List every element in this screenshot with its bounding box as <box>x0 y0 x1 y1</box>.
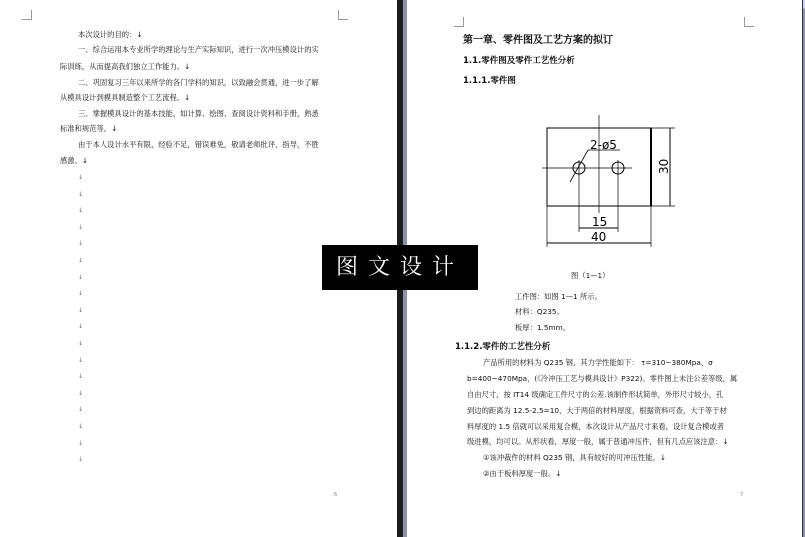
text-line: 到边的距离为 12.5-2.5=10，大于两倍的材料厚度，根据资料可查，大于等于材 <box>467 406 727 415</box>
paragraph-mark: ↓ <box>78 439 84 447</box>
text-line: 本次设计的目的：↓ <box>78 30 143 39</box>
paragraph-mark: ↓ <box>78 389 84 397</box>
paragraph-mark: ↓ <box>78 273 84 281</box>
subsection-heading: 1.1.1.零件图 <box>463 76 516 86</box>
text-line: 标准和规范等。↓ <box>60 124 118 133</box>
dim-hole-spacing: 15 <box>592 215 608 229</box>
paragraph-mark: ↓ <box>78 323 84 331</box>
dim-height: 30 <box>657 158 671 174</box>
page-number: 6 <box>334 492 338 498</box>
text-line: 际训练，从而提高我们独立工作能力。↓ <box>60 62 191 71</box>
paragraph-mark: ↓ <box>78 174 84 181</box>
paragraph-mark: ↓ <box>78 290 84 298</box>
paragraph-mark: ↓ <box>78 306 84 314</box>
paragraph-mark: ↓ <box>78 223 84 231</box>
paragraph-mark: ↓ <box>78 423 84 430</box>
paragraph-mark: ↓ <box>78 257 84 264</box>
text-line: b=400~470Mpa，(《冷冲压工艺与模具设计》P322)。零件图上未注公差等级，属 <box>467 374 738 383</box>
section-heading: 1.1.零件图及零件工艺性分析 <box>463 56 575 66</box>
paragraph-mark: ↓ <box>78 340 84 347</box>
paragraph-mark: ↓ <box>78 190 84 198</box>
text-line: ②由于板料厚度一般。↓ <box>483 469 562 478</box>
dim-width: 40 <box>591 230 607 244</box>
text-line: 由于本人设计水平有限，经验不足，错误难免，敬请老师批评、指导，不胜 <box>78 140 319 149</box>
paragraph-mark: ↓ <box>78 406 84 414</box>
info-line: 工件图：如图 1—1 所示。 <box>515 292 602 301</box>
info-line: 板厚：1.5mm。 <box>515 323 571 332</box>
text-line: 三、掌握模具设计的基本技能，如计算、绘图、查阅设计资料和手册，熟悉 <box>78 109 319 118</box>
chapter-heading: 第一章、零件图及工艺方案的拟订 <box>463 35 613 46</box>
page-number: 7 <box>740 492 744 498</box>
watermark: 图文设计 <box>322 245 478 290</box>
subsection2-heading: 1.1.2.零件的工艺性分析 <box>455 342 551 352</box>
text-line: 二、巩固复习三年以来所学的各门学科的知识，以致融会贯通，进一步了解 <box>78 78 319 87</box>
text-line: 一、综合运用本专业所学的理论与生产实际知识，进行一次冲压模设计的实 <box>78 45 319 54</box>
text-line: ①该冲裁件的材料 Q235 钢，具有较好的可冲压性能。↓ <box>483 453 666 462</box>
info-line: 材料：Q235。 <box>515 307 564 316</box>
text-line: 级进模，均可以。从形状看，厚度一般，属于普通冲压件，但有几点应该注意：↓ <box>467 437 729 446</box>
paragraph-mark: ↓ <box>78 356 84 364</box>
hole-label: 2-ø5 <box>590 138 617 152</box>
text-line: 料厚度的 1.5 倍就可以采用复合模，本次设计从产品尺寸来看，设计复合模或者 <box>467 422 725 431</box>
text-line: 自由尺寸，按 IT14 级确定工件尺寸的公差.该制件形状简单，外形尺寸较小，孔 <box>467 390 724 399</box>
paragraph-mark: ↓ <box>78 456 84 464</box>
text-line: 感激。↓ <box>60 156 89 165</box>
paragraph-mark: ↓ <box>78 373 84 381</box>
figure-caption: 图（1—1） <box>571 271 610 280</box>
paragraph-mark: ↓ <box>78 207 84 215</box>
paragraph-mark: ↓ <box>78 240 84 248</box>
text-line: 产品所用的材料为 Q235 钢，其力学性能如下： τ=310~380Mpa，σ <box>483 358 713 367</box>
text-line: 从模具设计到模具制造整个工艺流程。↓ <box>60 93 191 102</box>
